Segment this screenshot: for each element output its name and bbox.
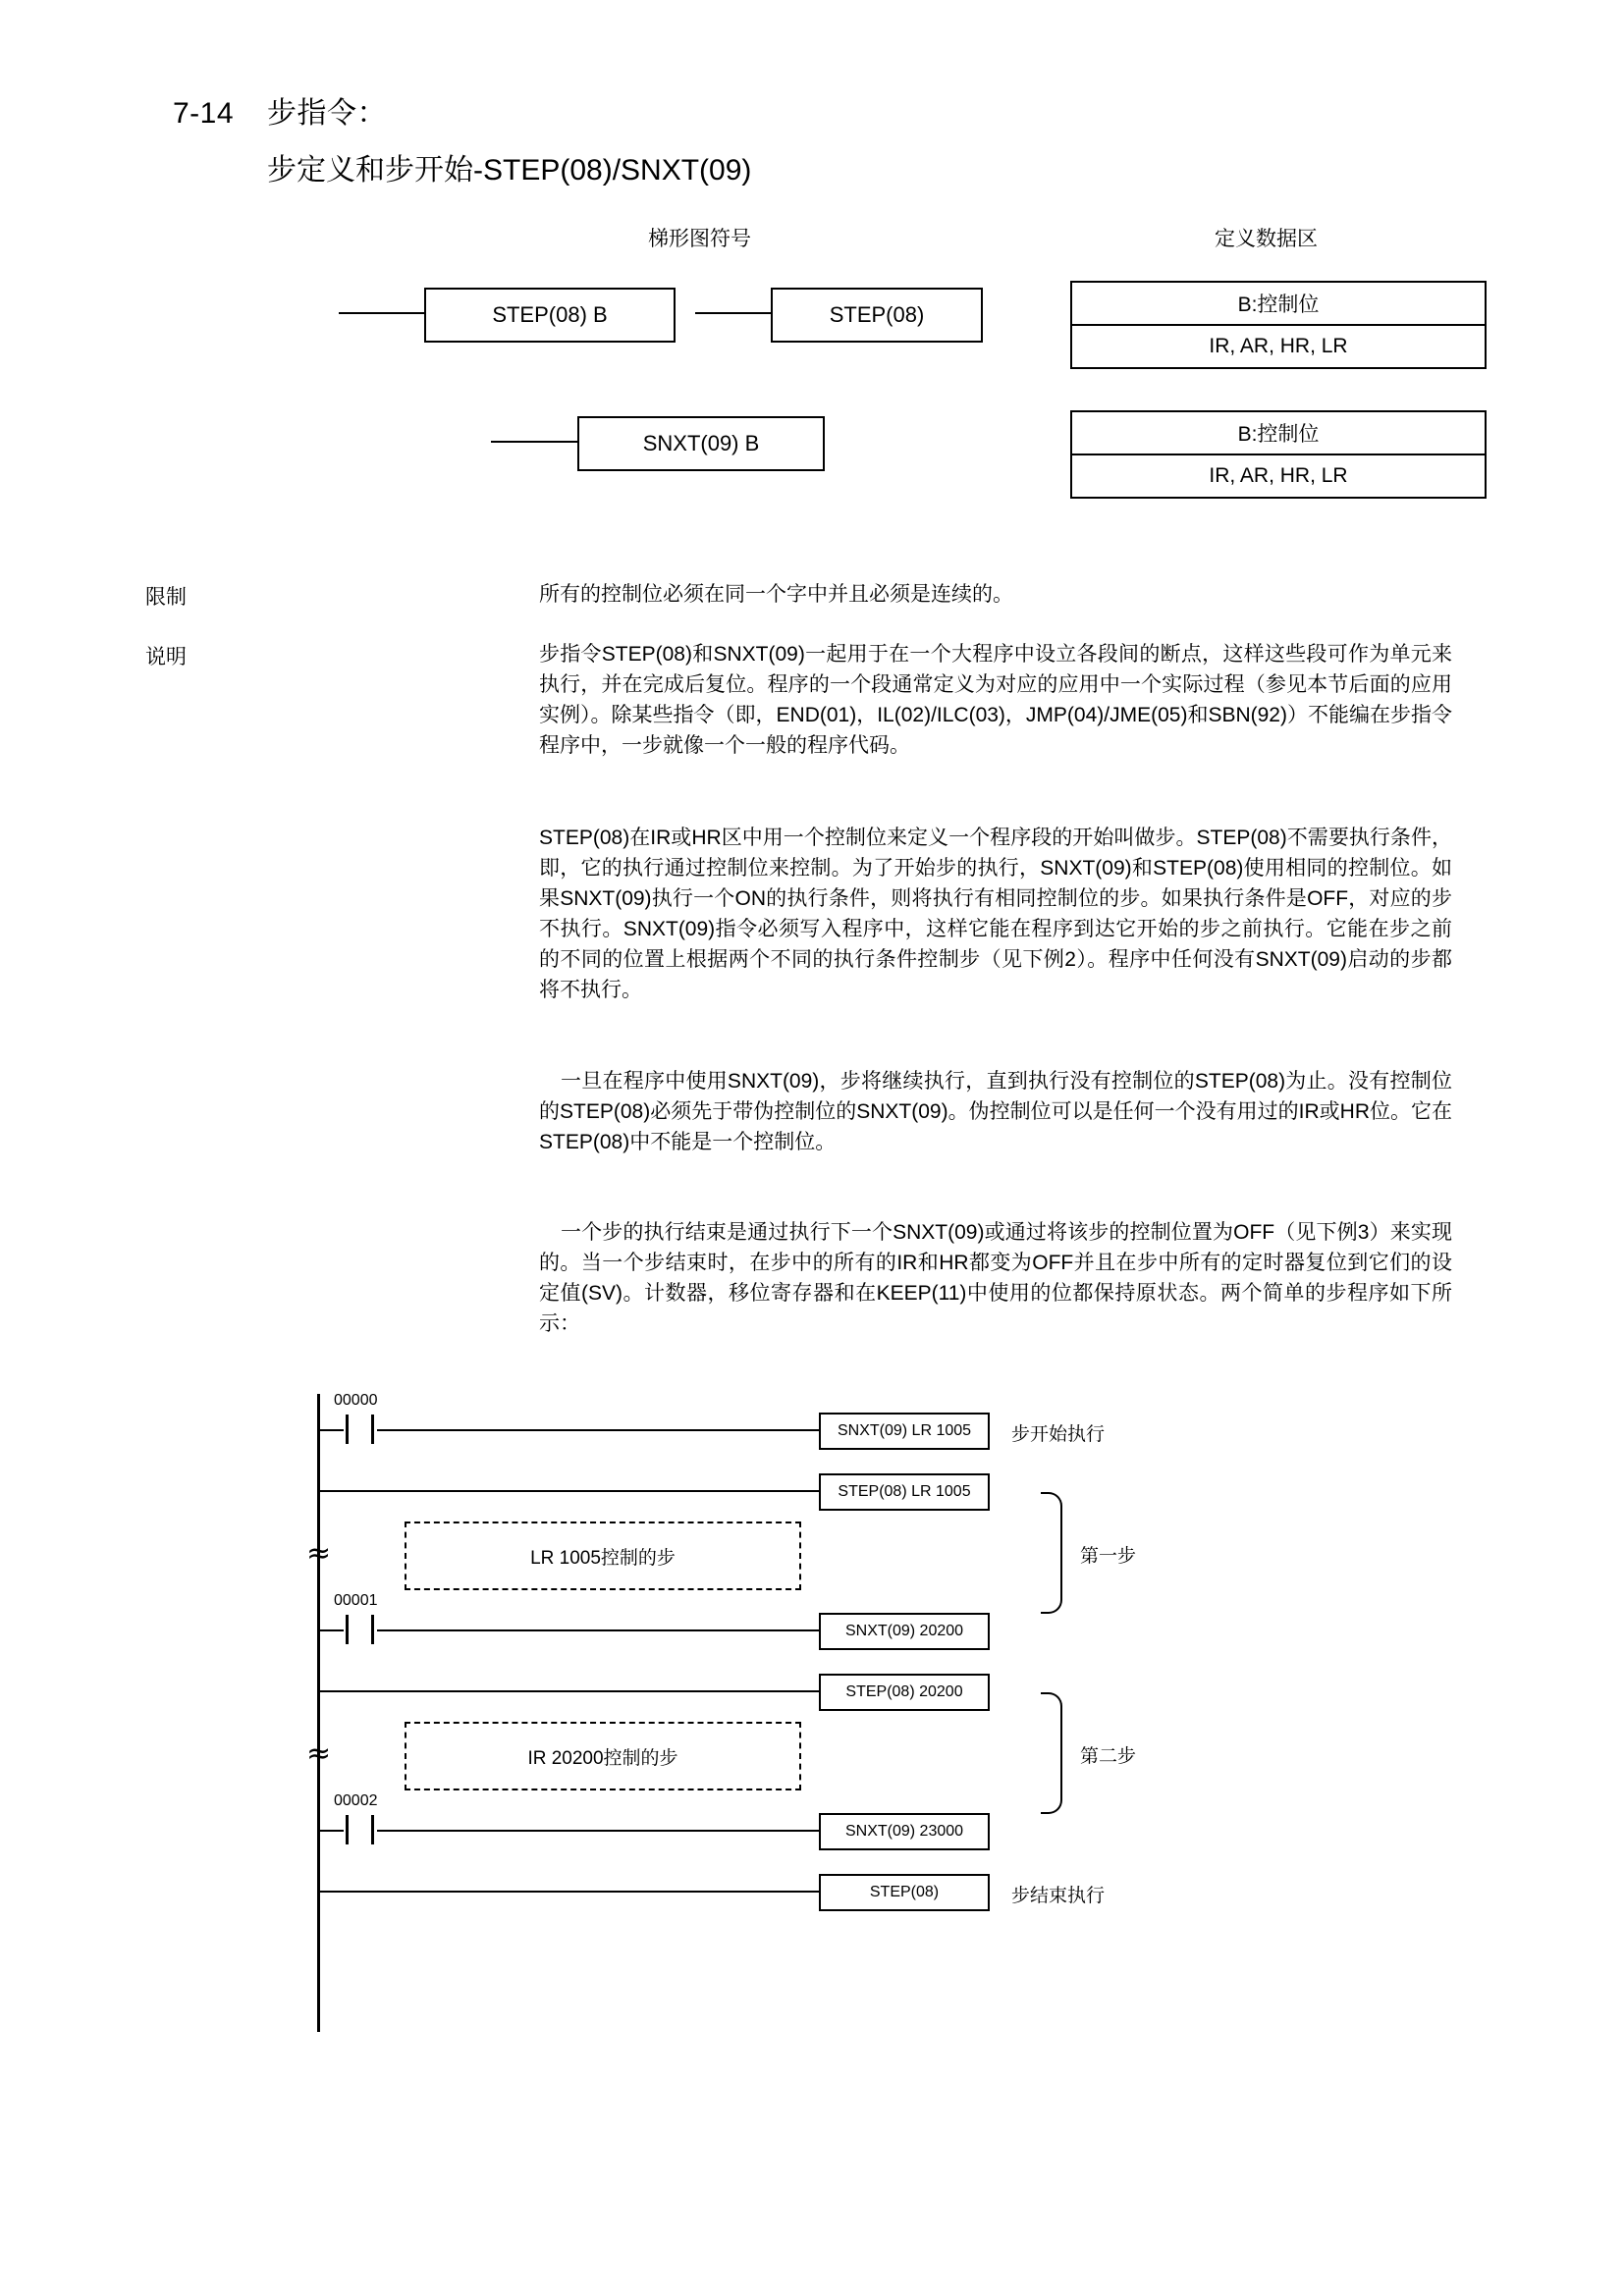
ladder-example-diagram [295, 1384, 1375, 2042]
text-description-paragraph-2: STEP(08)在IR或HR区中用一个控制位来定义一个程序段的开始叫做步。STEP(08)不需要执行条件，即，它的执行通过控制位来控制。为了开始步的执行，SNXT(09)和STEP(08)使用相同的控制位。如果SNXT(09)执行一个ON的执行条件，则将执行有相同控制位的步。如果执行条件是OFF，对应的步不执行。SNXT(09)指令必须写入程序中，这样它能在程序到达它开始的步之前执行。它能在步之前的不同的位置上根据两个不同的执行条件控制步（见下例2）。程序中任何没有SNXT(09)启动的步都将不执行。 [539, 827, 1452, 1001]
break-squiggle-1: ≈ [306, 1536, 332, 1571]
heading-text-2: 步定义和步开始-STEP(08)/SNXT(09) [267, 154, 752, 187]
text-limitations: 所有的控制位必须在同一个字中并且必须是连续的。 [539, 583, 1013, 606]
heading-text-1: 步指令： [267, 97, 387, 130]
label-description: 说明 [145, 646, 187, 668]
caption-definer-data-areas: 定义数据区 [1215, 228, 1318, 250]
contact-label-00000: 00000 [334, 1392, 378, 1409]
symbol-lead-line-1 [339, 312, 425, 314]
definer-title: B:控制位 [1237, 423, 1320, 446]
rung-5-right [377, 1830, 819, 1832]
brace-second-step [1041, 1692, 1062, 1814]
definer-areas: IR, AR, HR, LR [1072, 454, 1485, 497]
instruction-box-step-end: STEP(08) [819, 1874, 990, 1911]
definer-table-2 [1070, 410, 1487, 499]
contact-label-00002: 00002 [334, 1792, 378, 1809]
symbol-lead-line-3 [491, 441, 579, 443]
note-step-end: 步结束执行 [1011, 1886, 1106, 1906]
contact-label-00001: 00001 [334, 1592, 378, 1609]
step-block-ir20200: IR 20200控制的步 [405, 1722, 801, 1790]
symbol-lead-line-2 [695, 312, 772, 314]
instruction-box-step-lr1005: STEP(08) LR 1005 [819, 1473, 990, 1511]
symbol-box-snxt-b: SNXT(09) B [577, 416, 825, 471]
rung-2 [320, 1490, 819, 1492]
rung-1-right [377, 1429, 819, 1431]
definer-areas: IR, AR, HR, LR [1072, 324, 1485, 367]
instruction-box-snxt-lr1005: SNXT(09) LR 1005 [819, 1413, 990, 1450]
rung-4 [320, 1690, 819, 1692]
contact-no-00002 [344, 1815, 377, 1844]
rung-3-left [320, 1629, 344, 1631]
rung-1-left [320, 1429, 344, 1431]
note-second-step: 第二步 [1080, 1746, 1137, 1767]
note-first-step: 第一步 [1080, 1546, 1137, 1567]
contact-no-00000 [344, 1415, 377, 1444]
rung-3-right [377, 1629, 819, 1631]
symbol-box-step-b: STEP(08) B [424, 288, 676, 343]
text-description-paragraph-4: 一个步的执行结束是通过执行下一个SNXT(09)或通过将该步的控制位置为OFF（见下例3）来实现的。当一个步结束时，在步中的所有的IR和HR都变为OFF并且在步中所有的定时器复位到它们的设定值(SV)。计数器，移位寄存器和在KEEP(11)中使用的位都保持原状态。两个简单的步程序如下所示： [539, 1221, 1452, 1335]
instruction-box-snxt-20200: SNXT(09) 20200 [819, 1613, 990, 1650]
heading-line-1 [173, 88, 1351, 132]
caption-ladder-symbols: 梯形图符号 [648, 228, 751, 250]
label-limitations: 限制 [145, 586, 187, 609]
symbol-box-step: STEP(08) [771, 288, 983, 343]
rung-5-left [320, 1830, 344, 1832]
instruction-box-step-20200: STEP(08) 20200 [819, 1674, 990, 1711]
note-step-start: 步开始执行 [1011, 1424, 1106, 1445]
definer-title: B:控制位 [1237, 294, 1320, 316]
contact-no-00001 [344, 1615, 377, 1644]
page-title [173, 88, 1351, 188]
instruction-box-snxt-23000: SNXT(09) 23000 [819, 1813, 990, 1850]
brace-first-step [1041, 1492, 1062, 1614]
text-description-paragraph-1: 步指令STEP(08)和SNXT(09)一起用于在一个大程序中设立各段间的断点，这样这些段可作为单元来执行，并在完成后复位。程序的一个段通常定义为对应的应用中一个实际过程（参见本节后面的应用实例）。除某些指令（即，END(01)，IL(02)/ILC(03)，JMP(04)/JME(05)和SBN(92)）不能编在步指令程序中，一步就像一个一般的程序代码。 [539, 643, 1452, 757]
break-squiggle-2: ≈ [306, 1736, 332, 1771]
definer-table-1 [1070, 281, 1487, 369]
text-description-paragraph-3: 一旦在程序中使用SNXT(09)，步将继续执行，直到执行没有控制位的STEP(08)为止。没有控制位的STEP(08)必须先于带伪控制位的SNXT(09)。伪控制位可以是任何一个没有用过的IR或HR位。它在STEP(08)中不能是一个控制位。 [539, 1070, 1452, 1153]
section-number: 7-14 [173, 97, 235, 130]
step-block-lr1005: LR 1005控制的步 [405, 1522, 801, 1590]
rung-6 [320, 1891, 819, 1893]
